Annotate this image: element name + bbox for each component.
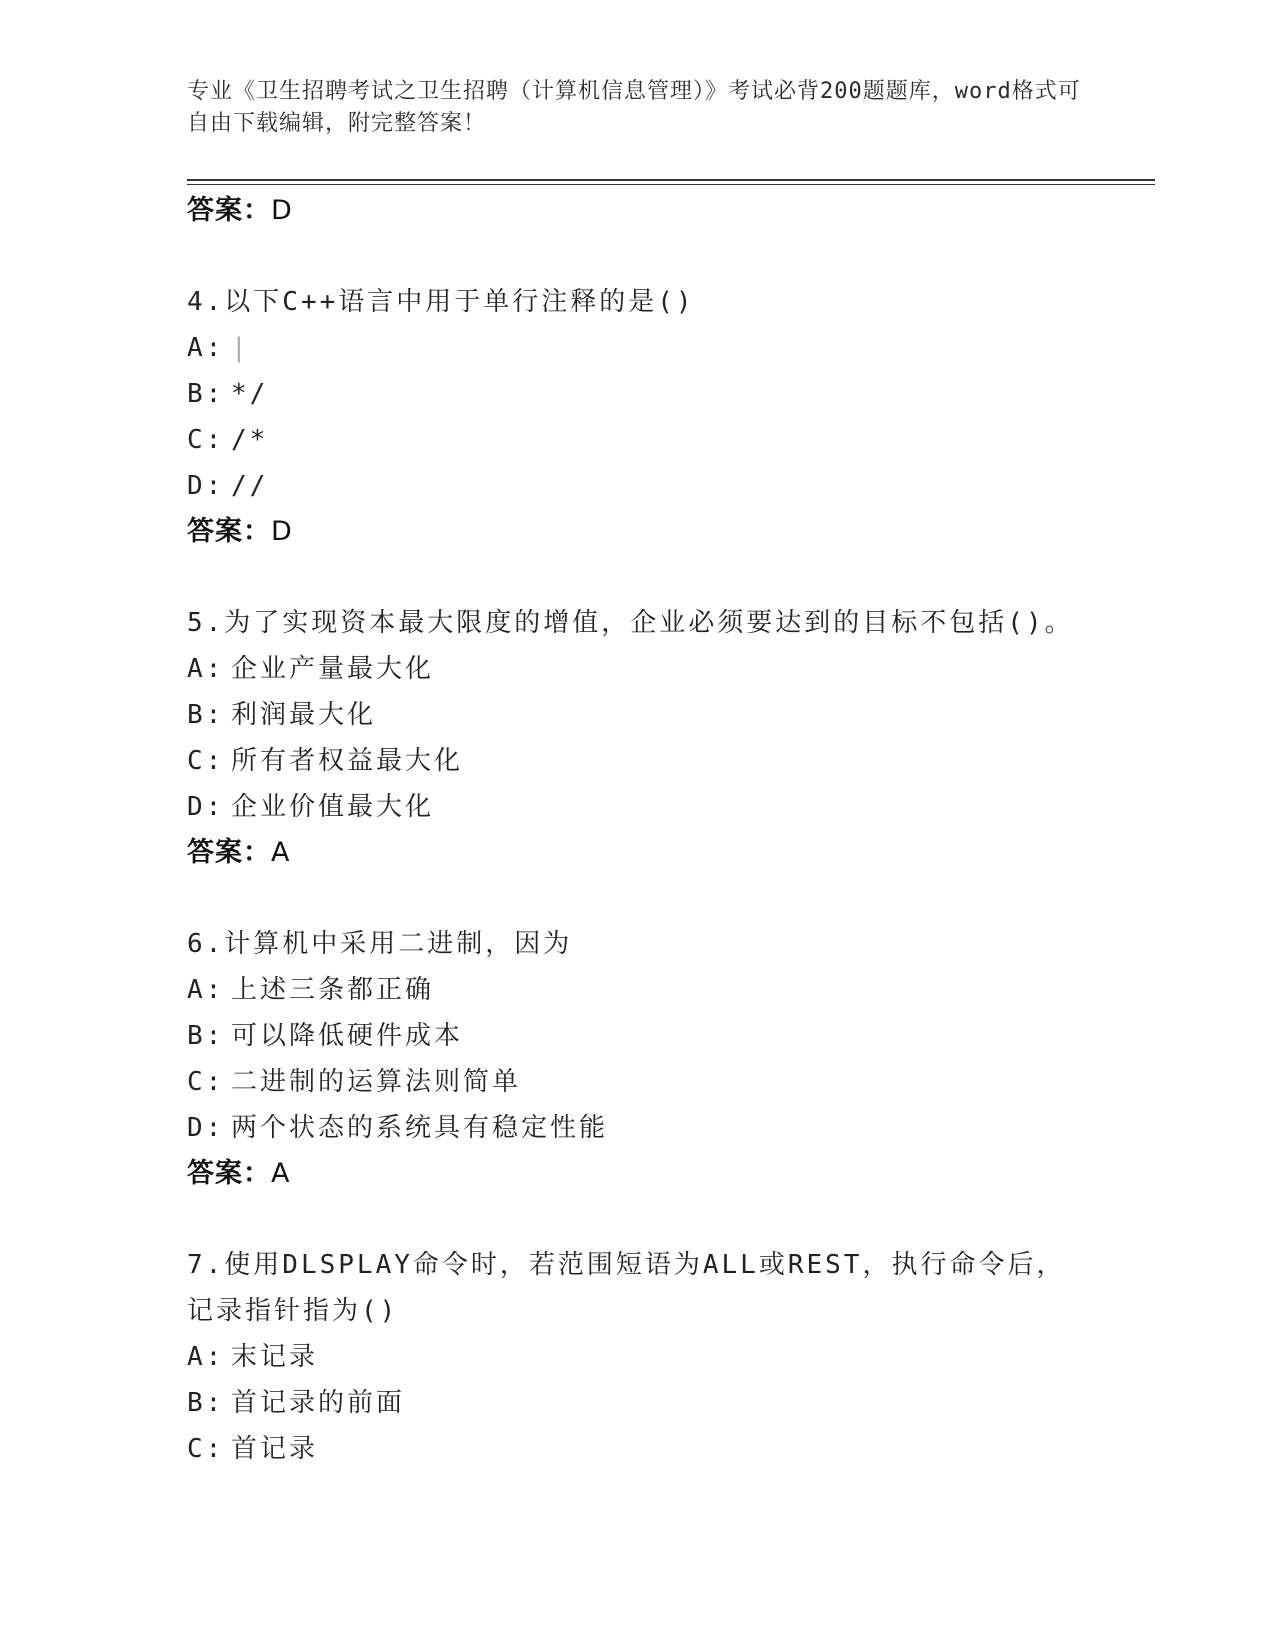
option-letter: D: xyxy=(187,471,225,501)
option-text: 企业产量最大化 xyxy=(231,654,435,684)
option-a xyxy=(187,646,1087,692)
option-text: 两个状态的系统具有稳定性能 xyxy=(231,1113,609,1143)
question-block xyxy=(187,921,1087,1197)
answer-value: D xyxy=(271,195,293,226)
option-letter: D: xyxy=(187,1113,225,1143)
question-text: 6.计算机中采用二进制，因为 xyxy=(187,929,573,959)
option-a xyxy=(187,1334,1087,1380)
option-d xyxy=(187,463,1087,509)
option-text: */ xyxy=(231,379,269,409)
option-text: 所有者权益最大化 xyxy=(231,746,464,776)
option-b xyxy=(187,1380,1087,1426)
spacer xyxy=(187,555,1087,600)
answer-label: 答案： xyxy=(187,837,271,868)
header-divider-thin xyxy=(187,184,1155,185)
option-text: | xyxy=(231,333,250,363)
answer-value: A xyxy=(271,837,291,868)
option-b xyxy=(187,1013,1087,1059)
option-letter: C: xyxy=(187,1434,225,1464)
option-c xyxy=(187,1426,1087,1472)
question-block xyxy=(187,1242,1087,1472)
option-letter: B: xyxy=(187,1388,225,1418)
spacer xyxy=(187,876,1087,921)
option-a xyxy=(187,325,1087,371)
option-d xyxy=(187,784,1087,830)
option-letter: A: xyxy=(187,333,225,363)
option-text: 上述三条都正确 xyxy=(231,975,435,1005)
option-text: 末记录 xyxy=(231,1342,319,1372)
option-letter: C: xyxy=(187,425,225,455)
option-letter: A: xyxy=(187,1342,225,1372)
question-block xyxy=(187,600,1087,876)
option-text: // xyxy=(231,471,269,501)
question-text: 4.以下C++语言中用于单行注释的是() xyxy=(187,287,695,317)
option-letter: C: xyxy=(187,746,225,776)
option-a xyxy=(187,967,1087,1013)
answer-line xyxy=(187,1151,1087,1197)
option-b xyxy=(187,371,1087,417)
option-c xyxy=(187,417,1087,463)
option-c xyxy=(187,738,1087,784)
answer-label: 答案： xyxy=(187,1158,271,1189)
option-letter: D: xyxy=(187,792,225,822)
answer-line xyxy=(187,830,1087,876)
option-d xyxy=(187,1105,1087,1151)
option-letter: B: xyxy=(187,1021,225,1051)
answer-line xyxy=(187,188,1087,234)
option-text: 可以降低硬件成本 xyxy=(231,1021,464,1051)
spacer xyxy=(187,234,1087,279)
option-letter: C: xyxy=(187,1067,225,1097)
answer-value: A xyxy=(271,1158,291,1189)
question-text: 5.为了实现资本最大限度的增值，企业必须要达到的目标不包括()。 xyxy=(187,608,1074,638)
answer-value: D xyxy=(271,516,293,547)
answer-label: 答案： xyxy=(187,195,271,226)
spacer xyxy=(187,1197,1087,1242)
question-block xyxy=(187,279,1087,555)
option-letter: A: xyxy=(187,975,225,1005)
option-b xyxy=(187,692,1087,738)
option-text: 二进制的运算法则简单 xyxy=(231,1067,522,1097)
option-letter: B: xyxy=(187,379,225,409)
option-letter: B: xyxy=(187,700,225,730)
option-text: 首记录的前面 xyxy=(231,1388,406,1418)
answer-line xyxy=(187,509,1087,555)
document-header: 专业《卫生招聘考试之卫生招聘（计算机信息管理）》考试必背200题题库，word格式可自由下载编辑，附完整答案！ xyxy=(187,79,1081,136)
answer-label: 答案： xyxy=(187,516,271,547)
option-c xyxy=(187,1059,1087,1105)
question-text: 7.使用DLSPLAY命令时，若范围短语为ALL或REST，执行命令后，记录指针指为() xyxy=(187,1250,1066,1326)
header-divider xyxy=(187,179,1155,181)
question-list xyxy=(187,188,1087,1472)
option-letter: A: xyxy=(187,654,225,684)
option-text: 利润最大化 xyxy=(231,700,377,730)
option-text: 企业价值最大化 xyxy=(231,792,435,822)
option-text: 首记录 xyxy=(231,1434,319,1464)
option-text: /* xyxy=(231,425,269,455)
